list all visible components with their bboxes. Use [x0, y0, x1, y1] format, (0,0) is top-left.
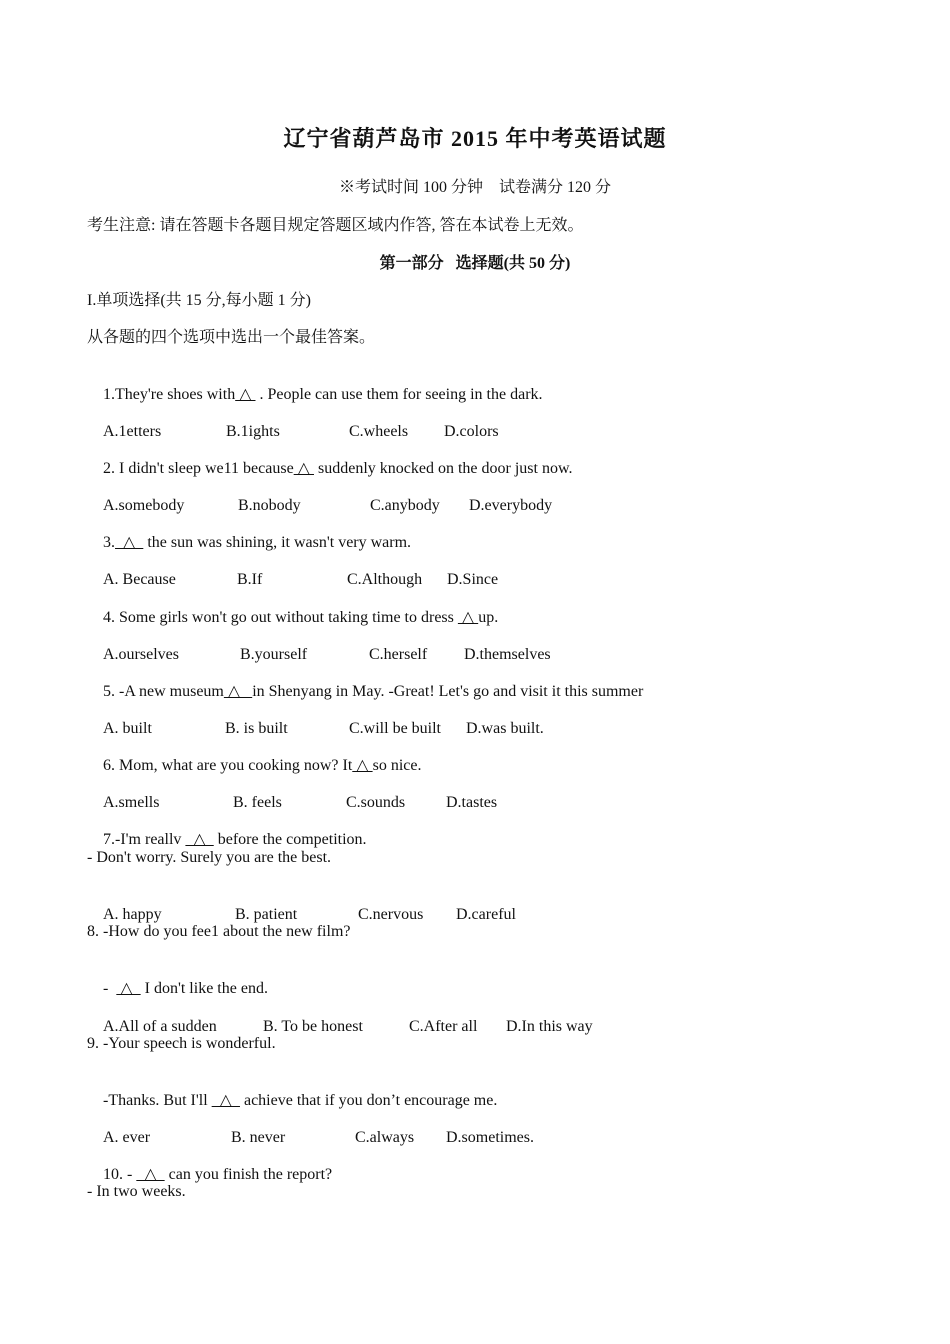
option-a: A.1etters [103, 423, 162, 440]
option-b: B.If [237, 571, 263, 588]
question-8-response-start: - [103, 980, 117, 997]
question-1-blank: △ [235, 386, 256, 403]
option-d: D.sometimes. [446, 1129, 534, 1146]
question-10-stem-end: can you finish the report? [164, 1166, 333, 1183]
option-a: A. Because [103, 571, 176, 588]
question-8-response-end: I don't like the end. [140, 980, 268, 997]
option-d: D.everybody [469, 497, 553, 514]
option-b: B.yourself [240, 646, 308, 663]
question-4-blank: △ [457, 609, 479, 626]
question-1-stem-end: . People can use them for seeing in the dark. [255, 386, 543, 403]
question-7-stem-end: before the competition. [213, 831, 367, 848]
question-9-response-start: -Thanks. But I'll [103, 1092, 212, 1109]
exam-info: ※考试时间 100 分钟 试卷满分 120 分 [338, 179, 611, 196]
option-c: C.will be built [349, 720, 441, 737]
part-title: 第一部分 选择题(共 50 分) [379, 255, 571, 272]
option-b: B. To be honest [263, 1018, 363, 1035]
section-title: I.单项选择(共 15 分,每小题 1 分) [87, 292, 311, 309]
option-a: A.All of a sudden [103, 1018, 217, 1035]
question-9: 9. -Your speech is wonderful. [87, 1035, 276, 1052]
question-1-stem: 1.They're shoes with [103, 386, 236, 403]
option-b: B. feels [233, 794, 282, 811]
option-a: A.smells [103, 794, 160, 811]
option-b: B.1ights [226, 423, 280, 440]
option-a: A.somebody [103, 497, 185, 514]
question-7-stem: 7.-I'm reallv [103, 831, 186, 848]
option-c: C.Although [347, 571, 423, 588]
option-a: A. built [103, 720, 152, 737]
option-c: C.always [355, 1129, 415, 1146]
question-10-response: - In two weeks. [87, 1183, 186, 1200]
page-title: 辽宁省葫芦岛市 2015 年中考英语试题 [283, 126, 667, 151]
question-5-stem: 5. -A new museum [103, 683, 224, 700]
question-3-stem: 3. [103, 534, 115, 551]
question-9-blank: △ [211, 1092, 240, 1109]
question-10-blank: △ [136, 1166, 165, 1183]
question-6-blank: △ [352, 757, 373, 774]
question-5-blank: △ [223, 683, 253, 700]
question-2-stem: 2. I didn't sleep we11 because [103, 460, 294, 477]
option-c: C.herself [369, 646, 428, 663]
question-3-stem-end: the sun was shining, it wasn't very warm. [143, 534, 412, 551]
option-d: D.tastes [446, 794, 498, 811]
question-6-stem-end: so nice. [372, 757, 422, 774]
option-b: B. is built [225, 720, 288, 737]
question-4-stem-end: up. [478, 609, 499, 626]
option-c: C.After all [409, 1018, 478, 1035]
option-c: C.wheels [349, 423, 409, 440]
option-d: D.themselves [464, 646, 551, 663]
option-d: D.colors [444, 423, 499, 440]
option-c: C.nervous [358, 906, 424, 923]
question-8: 8. -How do you fee1 about the new film? [87, 923, 351, 940]
option-d: D.Since [447, 571, 499, 588]
option-a: A. ever [103, 1129, 151, 1146]
option-c: C.sounds [346, 794, 406, 811]
question-7-response: - Don't worry. Surely you are the best. [87, 849, 332, 866]
question-10-stem: 10. - [103, 1166, 137, 1183]
question-8-blank: △ [116, 980, 141, 997]
question-6-stem: 6. Mom, what are you cooking now? It [103, 757, 353, 774]
question-2-blank: △ [293, 460, 314, 477]
option-a: A. happy [103, 906, 162, 923]
question-7-blank: △ [185, 831, 214, 848]
exam-notice: 考生注意: 请在答题卡各题目规定答题区域内作答, 答在本试卷上无效。 [87, 217, 584, 234]
question-4-stem: 4. Some girls won't go out without taking time to dress [103, 609, 458, 626]
option-a: A.ourselves [103, 646, 179, 663]
option-c: C.anybody [370, 497, 440, 514]
option-b: B. never [231, 1129, 286, 1146]
option-b: B. patient [235, 906, 298, 923]
option-b: B.nobody [238, 497, 301, 514]
question-9-response-end: achieve that if you don’t encourage me. [239, 1092, 498, 1109]
question-2-stem-end: suddenly knocked on the door just now. [313, 460, 573, 477]
question-5-stem-end: in Shenyang in May. -Great! Let's go and visit it this summer [252, 683, 644, 700]
section-instruction: 从各题的四个选项中选出一个最佳答案。 [87, 329, 376, 346]
question-3-blank: △ [115, 534, 144, 551]
option-d: D.was built. [466, 720, 544, 737]
option-d: D.In this way [506, 1018, 593, 1035]
option-d: D.careful [456, 906, 516, 923]
